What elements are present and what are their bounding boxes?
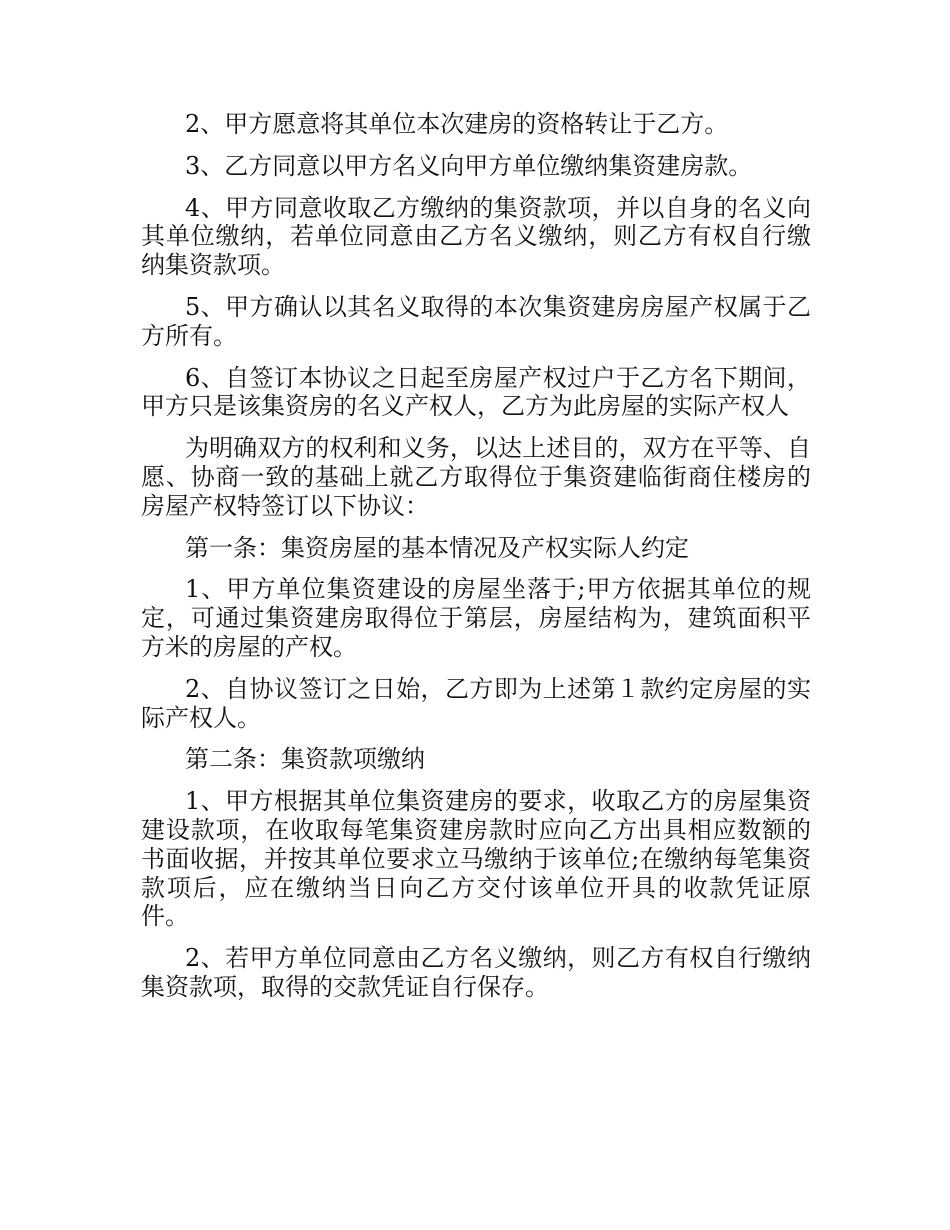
clause-paragraph: 2、若甲方单位同意由乙方名义缴纳，则乙方有权自行缴纳集资款项，取得的交款凭证自行保存。 (141, 944, 811, 1001)
article-heading: 第一条：集资房屋的基本情况及产权实际人约定 (185, 533, 689, 562)
clause-paragraph: 2、自协议签订之日始，乙方即为上述第１款约定房屋的实际产权人。 (141, 674, 811, 732)
article-heading: 第二条：集资款项缴纳 (185, 745, 425, 774)
clause-paragraph: 1、甲方根据其单位集资建房的要求，收取乙方的房屋集资建设款项，在收取每笔集资建房款时应向乙方出具相应数额的书面收据，并按其单位要求立马缴纳于该单位;在缴纳每笔集资款项后，应在缴纳当日向乙方交付该单位开具的收款凭证原件。 (141, 787, 811, 931)
clause-paragraph: 3、乙方同意以甲方名义向甲方单位缴纳集资建房款。 (185, 151, 753, 180)
clause-paragraph: 4、甲方同意收取乙方缴纳的集资款项，并以自身的名义向其单位缴纳，若单位同意由乙方名义缴纳，则乙方有权自行缴纳集资款项。 (141, 193, 811, 280)
clause-paragraph: 1、甲方单位集资建设的房屋坐落于;甲方依据其单位的规定，可通过集资建房取得位于第层，房屋结构为，建筑面积平方米的房屋的产权。 (141, 575, 811, 661)
preamble-paragraph: 为明确双方的权利和义务，以达上述目的，双方在平等、自愿、协商一致的基础上就乙方取得位于集资建临街商住楼房的房屋产权特签订以下协议： (141, 434, 811, 520)
document-body (141, 110, 811, 1015)
clause-paragraph: 6、自签订本协议之日起至房屋产权过户于乙方名下期间，甲方只是该集资房的名义产权人，乙方为此房屋的实际产权人 (141, 363, 811, 421)
clause-paragraph: 2、甲方愿意将其单位本次建房的资格转让于乙方。 (185, 110, 729, 138)
clause-paragraph: 5、甲方确认以其名义取得的本次集资建房房屋产权属于乙方所有。 (141, 292, 811, 350)
